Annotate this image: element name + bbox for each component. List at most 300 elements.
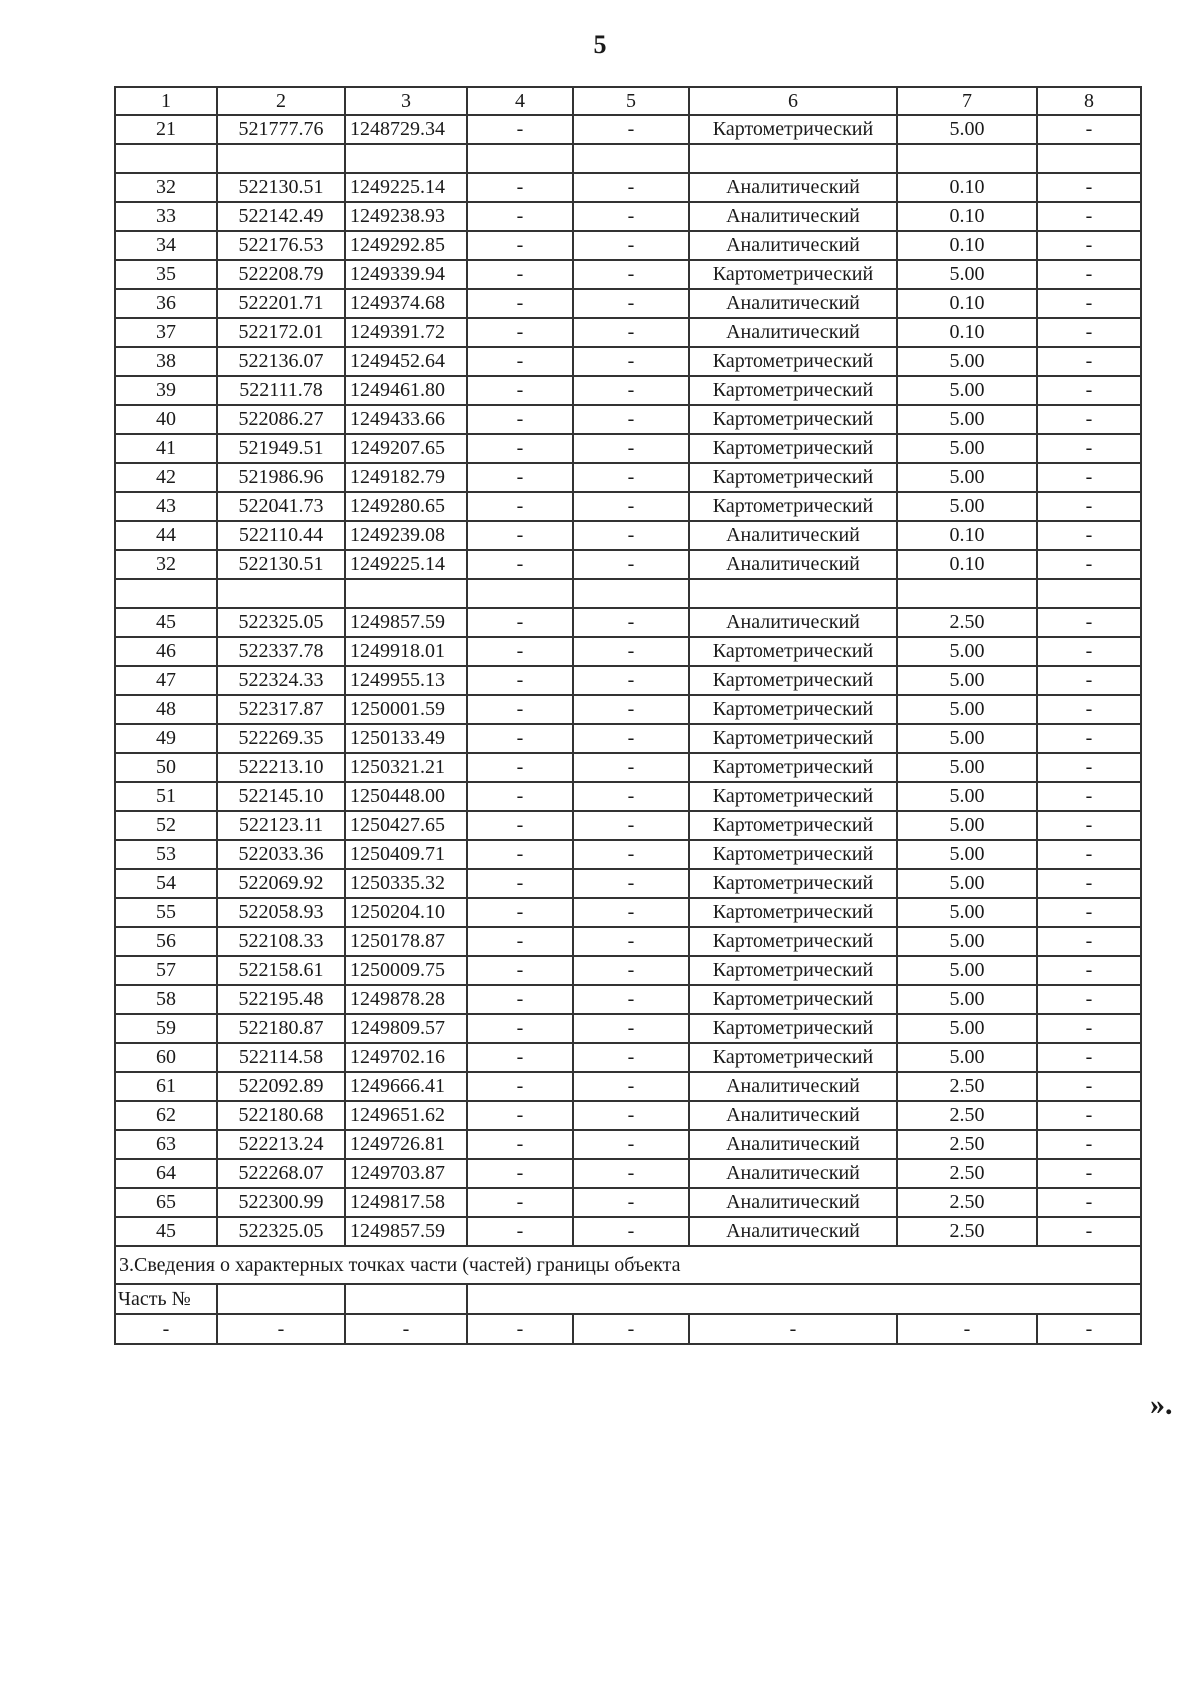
point-number-cell: 44 (115, 521, 217, 550)
col5-cell: - (573, 1130, 689, 1159)
precision-cell: 5.00 (897, 898, 1037, 927)
table-row (115, 1072, 1141, 1101)
precision-cell: 5.00 (897, 956, 1037, 985)
x-coordinate-cell: 522201.71 (217, 289, 345, 318)
x-coordinate-cell: 522114.58 (217, 1043, 345, 1072)
point-number-cell: 37 (115, 318, 217, 347)
table-row (115, 173, 1141, 202)
x-coordinate-cell: 522208.79 (217, 260, 345, 289)
point-number-cell: 53 (115, 840, 217, 869)
part-value-cell: - (115, 1314, 217, 1344)
part-number-label: Часть № (115, 1284, 217, 1314)
table-row (115, 550, 1141, 579)
method-cell: Картометрический (689, 724, 897, 753)
table-row (115, 608, 1141, 637)
precision-cell: 5.00 (897, 869, 1037, 898)
table-row (115, 1188, 1141, 1217)
precision-cell: 5.00 (897, 405, 1037, 434)
point-number-cell: 32 (115, 173, 217, 202)
col4-cell: - (467, 202, 573, 231)
precision-cell: 5.00 (897, 840, 1037, 869)
point-number-cell: 52 (115, 811, 217, 840)
x-coordinate-cell: 522158.61 (217, 956, 345, 985)
x-coordinate-cell: 522123.11 (217, 811, 345, 840)
y-coordinate-cell: 1250178.87 (345, 927, 467, 956)
col4-cell: - (467, 115, 573, 144)
col4-cell: - (467, 231, 573, 260)
point-number-cell: 33 (115, 202, 217, 231)
table-row (115, 1217, 1141, 1246)
precision-cell: 0.10 (897, 231, 1037, 260)
col5-cell: - (573, 376, 689, 405)
method-cell: Аналитический (689, 231, 897, 260)
col8-cell: - (1037, 1159, 1141, 1188)
x-coordinate-cell: 522337.78 (217, 637, 345, 666)
x-coordinate-cell: 522111.78 (217, 376, 345, 405)
precision-cell: 2.50 (897, 1072, 1037, 1101)
col4-cell: - (467, 521, 573, 550)
empty-cell (689, 144, 897, 173)
point-number-cell: 62 (115, 1101, 217, 1130)
col4-cell: - (467, 1072, 573, 1101)
precision-cell: 2.50 (897, 1130, 1037, 1159)
y-coordinate-cell: 1249817.58 (345, 1188, 467, 1217)
col5-cell: - (573, 608, 689, 637)
col8-cell: - (1037, 1217, 1141, 1246)
col5-cell: - (573, 637, 689, 666)
precision-cell: 2.50 (897, 1188, 1037, 1217)
precision-cell: 5.00 (897, 811, 1037, 840)
page-number: 5 (593, 30, 607, 59)
y-coordinate-cell: 1248729.34 (345, 115, 467, 144)
y-coordinate-cell: 1249878.28 (345, 985, 467, 1014)
col8-cell: - (1037, 898, 1141, 927)
precision-cell: 5.00 (897, 695, 1037, 724)
table-row (115, 202, 1141, 231)
col4-cell: - (467, 1130, 573, 1159)
col8-cell: - (1037, 405, 1141, 434)
y-coordinate-cell: 1250001.59 (345, 695, 467, 724)
col8-cell: - (1037, 724, 1141, 753)
y-coordinate-cell: 1249461.80 (345, 376, 467, 405)
point-number-cell: 51 (115, 782, 217, 811)
point-number-cell: 46 (115, 637, 217, 666)
point-number-cell: 32 (115, 550, 217, 579)
col5-cell: - (573, 1217, 689, 1246)
method-cell: Картометрический (689, 463, 897, 492)
empty-cell (115, 579, 217, 608)
col4-cell: - (467, 492, 573, 521)
col8-cell: - (1037, 492, 1141, 521)
y-coordinate-cell: 1250427.65 (345, 811, 467, 840)
col4-cell: - (467, 753, 573, 782)
method-cell: Картометрический (689, 811, 897, 840)
x-coordinate-cell: 522325.05 (217, 608, 345, 637)
empty-cell (689, 579, 897, 608)
col8-cell: - (1037, 927, 1141, 956)
point-number-cell: 34 (115, 231, 217, 260)
empty-cell (467, 144, 573, 173)
col5-cell: - (573, 1159, 689, 1188)
empty-cell (573, 144, 689, 173)
precision-cell: 5.00 (897, 666, 1037, 695)
point-number-cell: 56 (115, 927, 217, 956)
point-number-cell: 45 (115, 1217, 217, 1246)
method-cell: Картометрический (689, 492, 897, 521)
y-coordinate-cell: 1250321.21 (345, 753, 467, 782)
method-cell: Картометрический (689, 695, 897, 724)
precision-cell: 5.00 (897, 1014, 1037, 1043)
x-coordinate-cell: 521949.51 (217, 434, 345, 463)
empty-cell (345, 579, 467, 608)
column-header: 4 (467, 87, 573, 115)
precision-cell: 5.00 (897, 927, 1037, 956)
col8-cell: - (1037, 376, 1141, 405)
x-coordinate-cell: 522180.68 (217, 1101, 345, 1130)
x-coordinate-cell: 522041.73 (217, 492, 345, 521)
table-row (115, 840, 1141, 869)
section-title: 3.Сведения о характерных точках части (частей) границы объекта (115, 1246, 1141, 1284)
y-coordinate-cell: 1249918.01 (345, 637, 467, 666)
y-coordinate-cell: 1250409.71 (345, 840, 467, 869)
y-coordinate-cell: 1249666.41 (345, 1072, 467, 1101)
part-values-row (115, 1314, 1141, 1344)
empty-cell (897, 579, 1037, 608)
method-cell: Картометрический (689, 637, 897, 666)
point-number-cell: 40 (115, 405, 217, 434)
method-cell: Картометрический (689, 956, 897, 985)
col5-cell: - (573, 1101, 689, 1130)
y-coordinate-cell: 1249225.14 (345, 550, 467, 579)
table-row (115, 1130, 1141, 1159)
x-coordinate-cell: 522176.53 (217, 231, 345, 260)
method-cell: Картометрический (689, 985, 897, 1014)
table-row (115, 898, 1141, 927)
col4-cell: - (467, 1188, 573, 1217)
point-number-cell: 45 (115, 608, 217, 637)
precision-cell: 5.00 (897, 1043, 1037, 1072)
y-coordinate-cell: 1249857.59 (345, 1217, 467, 1246)
col5-cell: - (573, 666, 689, 695)
col4-cell: - (467, 550, 573, 579)
y-coordinate-cell: 1250335.32 (345, 869, 467, 898)
precision-cell: 5.00 (897, 753, 1037, 782)
part-value-cell: - (897, 1314, 1037, 1344)
table-row (115, 753, 1141, 782)
point-number-cell: 58 (115, 985, 217, 1014)
col5-cell: - (573, 1188, 689, 1217)
column-header: 3 (345, 87, 467, 115)
y-coordinate-cell: 1249182.79 (345, 463, 467, 492)
empty-cell (467, 1284, 1141, 1314)
col5-cell: - (573, 956, 689, 985)
point-number-cell: 57 (115, 956, 217, 985)
blank-separator-row (115, 144, 1141, 173)
table-body (115, 87, 1141, 1344)
x-coordinate-cell: 522213.10 (217, 753, 345, 782)
col4-cell: - (467, 1101, 573, 1130)
column-header: 6 (689, 87, 897, 115)
col4-cell: - (467, 434, 573, 463)
col8-cell: - (1037, 521, 1141, 550)
col8-cell: - (1037, 1188, 1141, 1217)
method-cell: Аналитический (689, 202, 897, 231)
table-row (115, 347, 1141, 376)
point-number-cell: 42 (115, 463, 217, 492)
empty-cell (217, 1284, 345, 1314)
col4-cell: - (467, 898, 573, 927)
precision-cell: 5.00 (897, 637, 1037, 666)
col4-cell: - (467, 1217, 573, 1246)
method-cell: Картометрический (689, 434, 897, 463)
blank-separator-row (115, 579, 1141, 608)
col4-cell: - (467, 1014, 573, 1043)
col8-cell: - (1037, 260, 1141, 289)
table-row (115, 289, 1141, 318)
x-coordinate-cell: 522325.05 (217, 1217, 345, 1246)
empty-cell (573, 579, 689, 608)
precision-cell: 5.00 (897, 376, 1037, 405)
precision-cell: 0.10 (897, 521, 1037, 550)
y-coordinate-cell: 1249955.13 (345, 666, 467, 695)
precision-cell: 0.10 (897, 550, 1037, 579)
y-coordinate-cell: 1249703.87 (345, 1159, 467, 1188)
col4-cell: - (467, 318, 573, 347)
method-cell: Аналитический (689, 550, 897, 579)
precision-cell: 0.10 (897, 173, 1037, 202)
precision-cell: 5.00 (897, 985, 1037, 1014)
col4-cell: - (467, 173, 573, 202)
x-coordinate-cell: 522317.87 (217, 695, 345, 724)
col5-cell: - (573, 260, 689, 289)
precision-cell: 2.50 (897, 1101, 1037, 1130)
col8-cell: - (1037, 173, 1141, 202)
col4-cell: - (467, 1043, 573, 1072)
table-row (115, 1014, 1141, 1043)
y-coordinate-cell: 1249857.59 (345, 608, 467, 637)
x-coordinate-cell: 522172.01 (217, 318, 345, 347)
empty-cell (467, 579, 573, 608)
part-value-cell: - (217, 1314, 345, 1344)
col4-cell: - (467, 405, 573, 434)
table-row (115, 434, 1141, 463)
table-row (115, 1159, 1141, 1188)
empty-cell (1037, 144, 1141, 173)
col4-cell: - (467, 956, 573, 985)
x-coordinate-cell: 522033.36 (217, 840, 345, 869)
method-cell: Картометрический (689, 898, 897, 927)
x-coordinate-cell: 522110.44 (217, 521, 345, 550)
col5-cell: - (573, 753, 689, 782)
method-cell: Аналитический (689, 1101, 897, 1130)
col5-cell: - (573, 927, 689, 956)
part-value-cell: - (1037, 1314, 1141, 1344)
table-row (115, 695, 1141, 724)
point-number-cell: 55 (115, 898, 217, 927)
col8-cell: - (1037, 1072, 1141, 1101)
col5-cell: - (573, 811, 689, 840)
method-cell: Картометрический (689, 869, 897, 898)
y-coordinate-cell: 1250133.49 (345, 724, 467, 753)
method-cell: Аналитический (689, 1188, 897, 1217)
y-coordinate-cell: 1249452.64 (345, 347, 467, 376)
col5-cell: - (573, 405, 689, 434)
method-cell: Картометрический (689, 753, 897, 782)
method-cell: Картометрический (689, 1043, 897, 1072)
point-number-cell: 65 (115, 1188, 217, 1217)
method-cell: Картометрический (689, 1014, 897, 1043)
column-header: 7 (897, 87, 1037, 115)
table-row (115, 376, 1141, 405)
col5-cell: - (573, 289, 689, 318)
point-number-cell: 35 (115, 260, 217, 289)
method-cell: Картометрический (689, 115, 897, 144)
precision-cell: 5.00 (897, 434, 1037, 463)
point-number-cell: 63 (115, 1130, 217, 1159)
col5-cell: - (573, 347, 689, 376)
y-coordinate-cell: 1250204.10 (345, 898, 467, 927)
table-row (115, 260, 1141, 289)
precision-cell: 5.00 (897, 724, 1037, 753)
col8-cell: - (1037, 1101, 1141, 1130)
precision-cell: 0.10 (897, 289, 1037, 318)
col4-cell: - (467, 695, 573, 724)
method-cell: Аналитический (689, 1130, 897, 1159)
y-coordinate-cell: 1249374.68 (345, 289, 467, 318)
col5-cell: - (573, 492, 689, 521)
empty-cell (217, 579, 345, 608)
method-cell: Аналитический (689, 289, 897, 318)
x-coordinate-cell: 522142.49 (217, 202, 345, 231)
precision-cell: 5.00 (897, 260, 1037, 289)
method-cell: Картометрический (689, 782, 897, 811)
col4-cell: - (467, 869, 573, 898)
x-coordinate-cell: 522145.10 (217, 782, 345, 811)
col5-cell: - (573, 1043, 689, 1072)
y-coordinate-cell: 1249280.65 (345, 492, 467, 521)
method-cell: Аналитический (689, 521, 897, 550)
table-row (115, 666, 1141, 695)
coordinates-table (114, 86, 1142, 1345)
point-number-cell: 47 (115, 666, 217, 695)
col5-cell: - (573, 434, 689, 463)
col8-cell: - (1037, 782, 1141, 811)
col4-cell: - (467, 927, 573, 956)
precision-cell: 2.50 (897, 608, 1037, 637)
precision-cell: 2.50 (897, 1217, 1037, 1246)
closing-quote-mark: ». (1150, 1388, 1173, 1421)
y-coordinate-cell: 1249238.93 (345, 202, 467, 231)
part-value-cell: - (345, 1314, 467, 1344)
point-number-cell: 43 (115, 492, 217, 521)
precision-cell: 5.00 (897, 347, 1037, 376)
point-number-cell: 21 (115, 115, 217, 144)
col8-cell: - (1037, 637, 1141, 666)
precision-cell: 5.00 (897, 782, 1037, 811)
point-number-cell: 50 (115, 753, 217, 782)
x-coordinate-cell: 522300.99 (217, 1188, 345, 1217)
x-coordinate-cell: 522069.92 (217, 869, 345, 898)
y-coordinate-cell: 1249239.08 (345, 521, 467, 550)
col4-cell: - (467, 260, 573, 289)
point-number-cell: 49 (115, 724, 217, 753)
table-row (115, 318, 1141, 347)
precision-cell: 5.00 (897, 492, 1037, 521)
col8-cell: - (1037, 231, 1141, 260)
y-coordinate-cell: 1249433.66 (345, 405, 467, 434)
y-coordinate-cell: 1249207.65 (345, 434, 467, 463)
col4-cell: - (467, 376, 573, 405)
col5-cell: - (573, 202, 689, 231)
col5-cell: - (573, 1072, 689, 1101)
empty-cell (345, 144, 467, 173)
point-number-cell: 60 (115, 1043, 217, 1072)
point-number-cell: 54 (115, 869, 217, 898)
method-cell: Аналитический (689, 1217, 897, 1246)
col4-cell: - (467, 637, 573, 666)
y-coordinate-cell: 1249809.57 (345, 1014, 467, 1043)
method-cell: Картометрический (689, 376, 897, 405)
x-coordinate-cell: 522092.89 (217, 1072, 345, 1101)
col5-cell: - (573, 521, 689, 550)
y-coordinate-cell: 1249726.81 (345, 1130, 467, 1159)
table-header-row (115, 87, 1141, 115)
col8-cell: - (1037, 666, 1141, 695)
table-row (115, 405, 1141, 434)
col8-cell: - (1037, 1130, 1141, 1159)
col8-cell: - (1037, 956, 1141, 985)
x-coordinate-cell: 522268.07 (217, 1159, 345, 1188)
col4-cell: - (467, 666, 573, 695)
col5-cell: - (573, 550, 689, 579)
col4-cell: - (467, 782, 573, 811)
col4-cell: - (467, 985, 573, 1014)
col5-cell: - (573, 463, 689, 492)
x-coordinate-cell: 522130.51 (217, 550, 345, 579)
x-coordinate-cell: 522324.33 (217, 666, 345, 695)
empty-cell (1037, 579, 1141, 608)
col5-cell: - (573, 695, 689, 724)
x-coordinate-cell: 522213.24 (217, 1130, 345, 1159)
table-row (115, 1043, 1141, 1072)
col8-cell: - (1037, 869, 1141, 898)
point-number-cell: 39 (115, 376, 217, 405)
method-cell: Аналитический (689, 173, 897, 202)
empty-cell (345, 1284, 467, 1314)
method-cell: Аналитический (689, 1072, 897, 1101)
col4-cell: - (467, 840, 573, 869)
section-title-row (115, 1246, 1141, 1284)
column-header: 1 (115, 87, 217, 115)
method-cell: Картометрический (689, 927, 897, 956)
y-coordinate-cell: 1249651.62 (345, 1101, 467, 1130)
y-coordinate-cell: 1249391.72 (345, 318, 467, 347)
table-row (115, 492, 1141, 521)
y-coordinate-cell: 1249702.16 (345, 1043, 467, 1072)
point-number-cell: 61 (115, 1072, 217, 1101)
point-number-cell: 64 (115, 1159, 217, 1188)
y-coordinate-cell: 1249339.94 (345, 260, 467, 289)
col5-cell: - (573, 782, 689, 811)
col8-cell: - (1037, 985, 1141, 1014)
empty-cell (115, 144, 217, 173)
x-coordinate-cell: 521986.96 (217, 463, 345, 492)
precision-cell: 0.10 (897, 202, 1037, 231)
x-coordinate-cell: 522130.51 (217, 173, 345, 202)
x-coordinate-cell: 521777.76 (217, 115, 345, 144)
col8-cell: - (1037, 434, 1141, 463)
table-row (115, 869, 1141, 898)
